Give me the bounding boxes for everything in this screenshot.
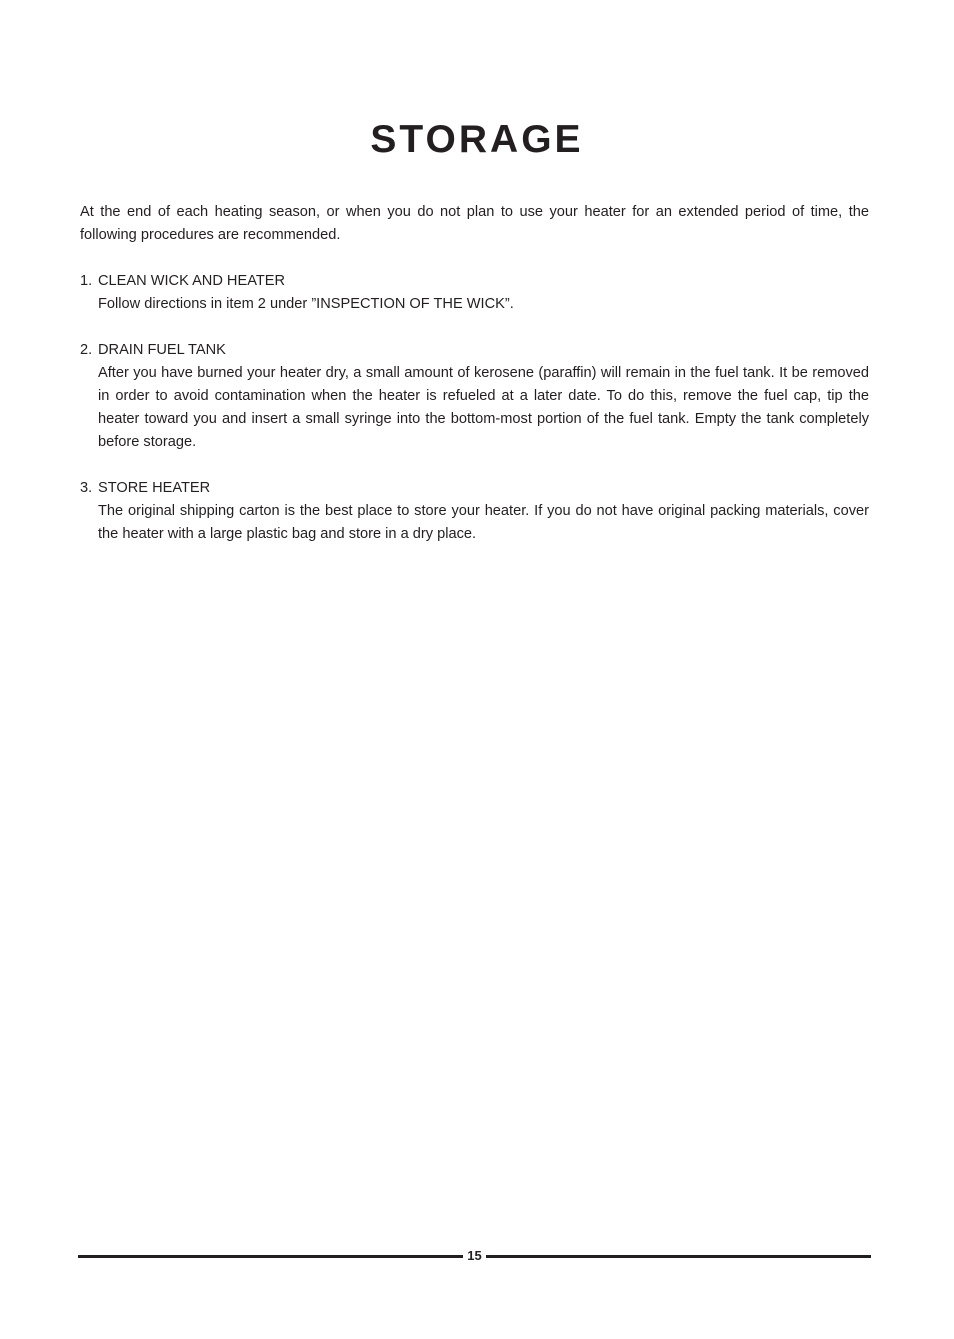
footer-rule-left bbox=[78, 1255, 463, 1258]
section-header bbox=[80, 477, 869, 500]
page-title: STORAGE bbox=[370, 118, 584, 161]
section-number: 1. bbox=[80, 273, 93, 289]
page-footer bbox=[78, 1245, 871, 1267]
footer-rule-right bbox=[486, 1255, 871, 1258]
section-number: 3. bbox=[80, 480, 93, 496]
section-drain-fuel-tank bbox=[80, 339, 869, 454]
section-body: Follow directions in item 2 under ”INSPECTION OF THE WICK”. bbox=[98, 296, 514, 312]
section-heading: DRAIN FUEL TANK bbox=[98, 342, 226, 358]
section-body: After you have burned your heater dry, a small amount of kerosene (paraffin) will remain in the fuel tank. It be removed in order to avoid contamination when the heater is refueled at a later date. To do this, remove the fuel cap, tip the heater toward you and insert a small syringe into the bottom-most portion of the fuel tank. Empty the tank completely before storage. bbox=[98, 365, 869, 450]
section-header bbox=[80, 339, 869, 362]
section-number: 2. bbox=[80, 342, 93, 358]
section-body: The original shipping carton is the best place to store your heater. If you do not have original packing materials, cover the heater with a large plastic bag and store in a dry place. bbox=[98, 503, 869, 542]
section-heading: STORE HEATER bbox=[98, 480, 211, 496]
page-content bbox=[80, 201, 869, 569]
section-heading: CLEAN WICK AND HEATER bbox=[98, 273, 286, 289]
intro-paragraph: At the end of each heating season, or when you do not plan to use your heater for an extended period of time, the following procedures are recommended. bbox=[80, 204, 869, 243]
section-clean-wick bbox=[80, 270, 869, 316]
section-store-heater bbox=[80, 477, 869, 546]
page-number: 15 bbox=[467, 1248, 482, 1263]
section-header bbox=[80, 270, 869, 293]
